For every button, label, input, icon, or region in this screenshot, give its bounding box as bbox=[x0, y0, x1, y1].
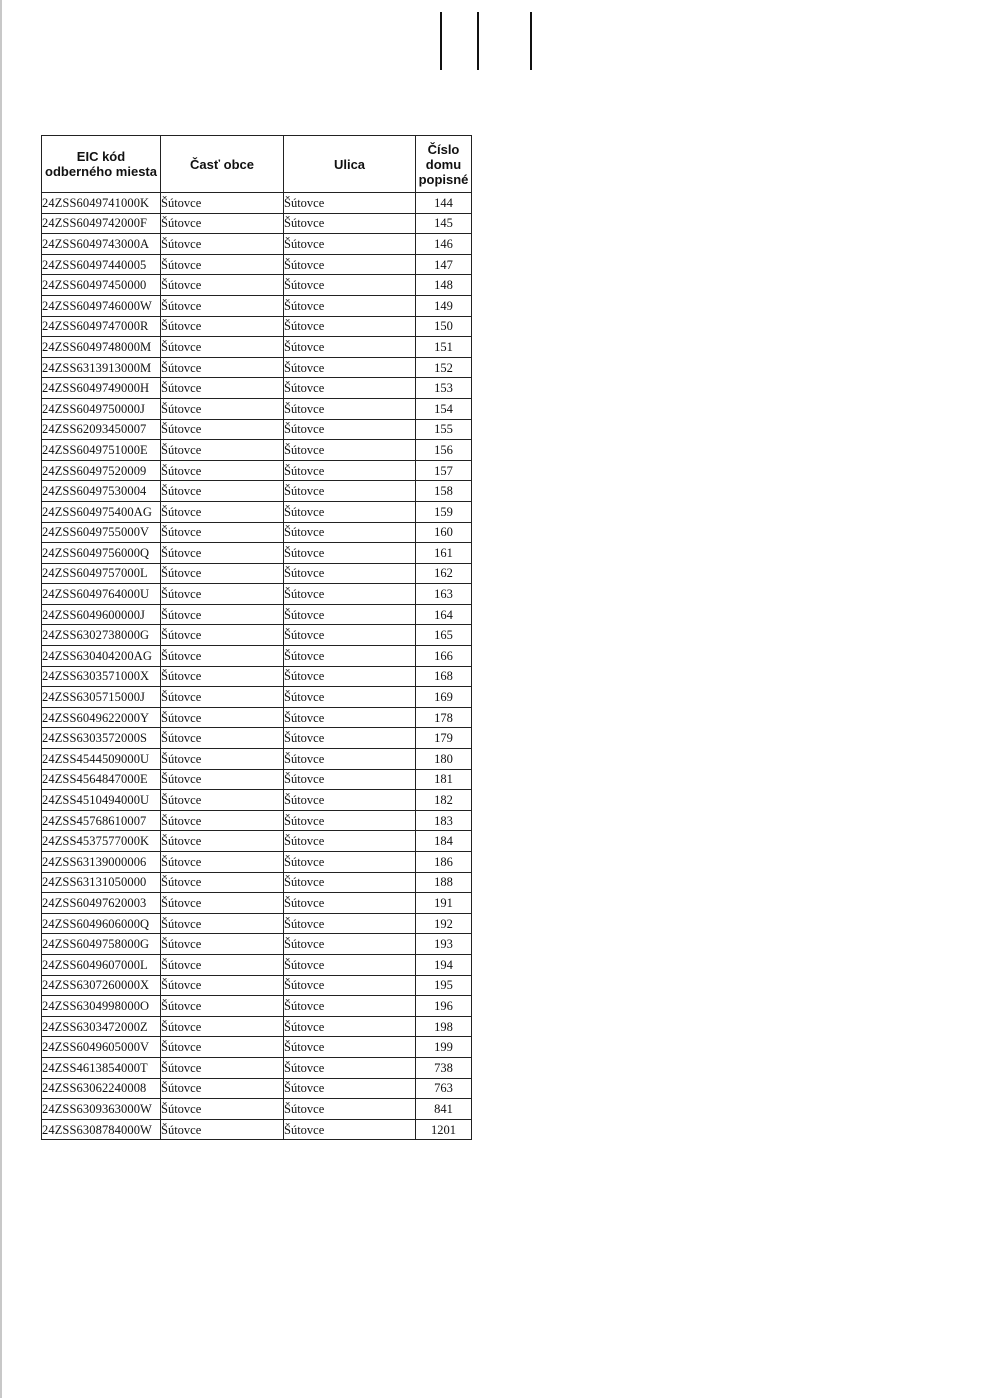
cell-cislo-domu: 182 bbox=[416, 790, 472, 811]
cell-eic-code: 24ZSS6308784000W bbox=[42, 1119, 161, 1140]
cell-cast-obce: Šútovce bbox=[161, 749, 284, 770]
cell-cast-obce: Šútovce bbox=[161, 646, 284, 667]
cell-cislo-domu: 186 bbox=[416, 852, 472, 873]
cell-ulica: Šútovce bbox=[284, 604, 416, 625]
table-row bbox=[42, 213, 472, 234]
cell-cast-obce: Šútovce bbox=[161, 1016, 284, 1037]
cell-eic-code: 24ZSS4564847000E bbox=[42, 769, 161, 790]
cell-ulica: Šútovce bbox=[284, 790, 416, 811]
cell-ulica: Šútovce bbox=[284, 749, 416, 770]
cell-ulica: Šútovce bbox=[284, 213, 416, 234]
table-row bbox=[42, 193, 472, 214]
cell-eic-code: 24ZSS6303571000X bbox=[42, 666, 161, 687]
table-row bbox=[42, 419, 472, 440]
cell-eic-code: 24ZSS6049758000G bbox=[42, 934, 161, 955]
table-row bbox=[42, 584, 472, 605]
cell-eic-code: 24ZSS6307260000X bbox=[42, 975, 161, 996]
cell-eic-code: 24ZSS4510494000U bbox=[42, 790, 161, 811]
cell-cast-obce: Šútovce bbox=[161, 1099, 284, 1120]
cell-cislo-domu: 168 bbox=[416, 666, 472, 687]
cell-cislo-domu: 145 bbox=[416, 213, 472, 234]
cell-cast-obce: Šútovce bbox=[161, 728, 284, 749]
cell-eic-code: 24ZSS63131050000 bbox=[42, 872, 161, 893]
cell-ulica: Šútovce bbox=[284, 707, 416, 728]
cell-eic-code: 24ZSS6049749000H bbox=[42, 378, 161, 399]
cell-cast-obce: Šútovce bbox=[161, 440, 284, 461]
cell-cast-obce: Šútovce bbox=[161, 584, 284, 605]
cell-ulica: Šútovce bbox=[284, 975, 416, 996]
table-row bbox=[42, 604, 472, 625]
cell-cislo-domu: 178 bbox=[416, 707, 472, 728]
table-header-row bbox=[42, 136, 472, 193]
cell-cast-obce: Šútovce bbox=[161, 831, 284, 852]
cell-eic-code: 24ZSS4544509000U bbox=[42, 749, 161, 770]
vertical-mark bbox=[477, 12, 479, 70]
cell-ulica: Šútovce bbox=[284, 543, 416, 564]
cell-eic-code: 24ZSS60497450000 bbox=[42, 275, 161, 296]
cell-cast-obce: Šútovce bbox=[161, 954, 284, 975]
cell-cislo-domu: 199 bbox=[416, 1037, 472, 1058]
cell-ulica: Šútovce bbox=[284, 275, 416, 296]
vertical-mark bbox=[530, 12, 532, 70]
cell-cast-obce: Šútovce bbox=[161, 254, 284, 275]
cell-eic-code: 24ZSS6303472000Z bbox=[42, 1016, 161, 1037]
table-row bbox=[42, 275, 472, 296]
cell-cislo-domu: 195 bbox=[416, 975, 472, 996]
cell-ulica: Šútovce bbox=[284, 193, 416, 214]
cell-eic-code: 24ZSS6049742000F bbox=[42, 213, 161, 234]
cell-ulica: Šútovce bbox=[284, 1037, 416, 1058]
cell-cast-obce: Šútovce bbox=[161, 1037, 284, 1058]
cell-cislo-domu: 194 bbox=[416, 954, 472, 975]
cell-cislo-domu: 179 bbox=[416, 728, 472, 749]
cell-cislo-domu: 161 bbox=[416, 543, 472, 564]
table-row bbox=[42, 1078, 472, 1099]
cell-cast-obce: Šútovce bbox=[161, 810, 284, 831]
cell-eic-code: 24ZSS6049622000Y bbox=[42, 707, 161, 728]
cell-eic-code: 24ZSS45768610007 bbox=[42, 810, 161, 831]
cell-cast-obce: Šútovce bbox=[161, 687, 284, 708]
cell-ulica: Šútovce bbox=[284, 563, 416, 584]
cell-eic-code: 24ZSS6049746000W bbox=[42, 295, 161, 316]
cell-ulica: Šútovce bbox=[284, 769, 416, 790]
cell-cislo-domu: 181 bbox=[416, 769, 472, 790]
table-row bbox=[42, 563, 472, 584]
cell-cast-obce: Šútovce bbox=[161, 666, 284, 687]
cell-eic-code: 24ZSS6049751000E bbox=[42, 440, 161, 461]
vertical-mark bbox=[440, 12, 442, 70]
cell-cast-obce: Šútovce bbox=[161, 501, 284, 522]
cell-cast-obce: Šútovce bbox=[161, 398, 284, 419]
cell-eic-code: 24ZSS6305715000J bbox=[42, 687, 161, 708]
cell-cast-obce: Šútovce bbox=[161, 543, 284, 564]
cell-cast-obce: Šútovce bbox=[161, 625, 284, 646]
table-row bbox=[42, 996, 472, 1017]
table-row bbox=[42, 543, 472, 564]
cell-ulica: Šútovce bbox=[284, 1016, 416, 1037]
header-cislo-domu: Číslo domu popisné bbox=[416, 136, 472, 193]
cell-ulica: Šútovce bbox=[284, 872, 416, 893]
cell-eic-code: 24ZSS60497620003 bbox=[42, 893, 161, 914]
cell-ulica: Šútovce bbox=[284, 378, 416, 399]
cell-cislo-domu: 153 bbox=[416, 378, 472, 399]
table-row bbox=[42, 254, 472, 275]
cell-cislo-domu: 841 bbox=[416, 1099, 472, 1120]
cell-eic-code: 24ZSS60497440005 bbox=[42, 254, 161, 275]
header-eic-code: EIC kód odberného miesta bbox=[42, 136, 161, 193]
page-left-edge bbox=[0, 0, 2, 1398]
cell-eic-code: 24ZSS62093450007 bbox=[42, 419, 161, 440]
cell-cast-obce: Šútovce bbox=[161, 295, 284, 316]
table-row bbox=[42, 872, 472, 893]
table-row bbox=[42, 337, 472, 358]
cell-eic-code: 24ZSS63062240008 bbox=[42, 1078, 161, 1099]
cell-cast-obce: Šútovce bbox=[161, 419, 284, 440]
table-row bbox=[42, 769, 472, 790]
cell-ulica: Šútovce bbox=[284, 357, 416, 378]
cell-cislo-domu: 188 bbox=[416, 872, 472, 893]
table-row bbox=[42, 1037, 472, 1058]
header-cast-obce: Časť obce bbox=[161, 136, 284, 193]
table-row bbox=[42, 295, 472, 316]
cell-eic-code: 24ZSS63139000006 bbox=[42, 852, 161, 873]
cell-ulica: Šútovce bbox=[284, 996, 416, 1017]
cell-cislo-domu: 151 bbox=[416, 337, 472, 358]
cell-cislo-domu: 198 bbox=[416, 1016, 472, 1037]
cell-cislo-domu: 169 bbox=[416, 687, 472, 708]
cell-eic-code: 24ZSS6049747000R bbox=[42, 316, 161, 337]
cell-cislo-domu: 146 bbox=[416, 234, 472, 255]
cell-cast-obce: Šútovce bbox=[161, 975, 284, 996]
cell-eic-code: 24ZSS6049756000Q bbox=[42, 543, 161, 564]
cell-ulica: Šútovce bbox=[284, 831, 416, 852]
cell-cislo-domu: 162 bbox=[416, 563, 472, 584]
cell-ulica: Šútovce bbox=[284, 687, 416, 708]
table-row bbox=[42, 625, 472, 646]
cell-ulica: Šútovce bbox=[284, 460, 416, 481]
table-row bbox=[42, 954, 472, 975]
table-row bbox=[42, 1057, 472, 1078]
cell-ulica: Šútovce bbox=[284, 625, 416, 646]
cell-cast-obce: Šútovce bbox=[161, 193, 284, 214]
cell-cislo-domu: 183 bbox=[416, 810, 472, 831]
cell-ulica: Šútovce bbox=[284, 254, 416, 275]
cell-eic-code: 24ZSS604975400AG bbox=[42, 501, 161, 522]
cell-cast-obce: Šútovce bbox=[161, 769, 284, 790]
cell-cast-obce: Šútovce bbox=[161, 522, 284, 543]
cell-eic-code: 24ZSS6049748000M bbox=[42, 337, 161, 358]
cell-cislo-domu: 191 bbox=[416, 893, 472, 914]
table-row bbox=[42, 357, 472, 378]
table-row bbox=[42, 460, 472, 481]
cell-eic-code: 24ZSS60497530004 bbox=[42, 481, 161, 502]
cell-eic-code: 24ZSS4613854000T bbox=[42, 1057, 161, 1078]
cell-cislo-domu: 152 bbox=[416, 357, 472, 378]
cell-cislo-domu: 154 bbox=[416, 398, 472, 419]
cell-cislo-domu: 144 bbox=[416, 193, 472, 214]
cell-cislo-domu: 150 bbox=[416, 316, 472, 337]
cell-eic-code: 24ZSS6302738000G bbox=[42, 625, 161, 646]
table-row bbox=[42, 810, 472, 831]
table-row bbox=[42, 1119, 472, 1140]
table-row bbox=[42, 913, 472, 934]
cell-ulica: Šútovce bbox=[284, 1078, 416, 1099]
cell-cast-obce: Šútovce bbox=[161, 913, 284, 934]
cell-cislo-domu: 164 bbox=[416, 604, 472, 625]
cell-ulica: Šútovce bbox=[284, 1099, 416, 1120]
cell-ulica: Šútovce bbox=[284, 728, 416, 749]
table-row bbox=[42, 666, 472, 687]
cell-ulica: Šútovce bbox=[284, 398, 416, 419]
table-row bbox=[42, 687, 472, 708]
cell-cislo-domu: 738 bbox=[416, 1057, 472, 1078]
cell-ulica: Šútovce bbox=[284, 295, 416, 316]
cell-eic-code: 24ZSS4537577000K bbox=[42, 831, 161, 852]
cell-cast-obce: Šútovce bbox=[161, 357, 284, 378]
table-row bbox=[42, 790, 472, 811]
cell-ulica: Šútovce bbox=[284, 501, 416, 522]
cell-cislo-domu: 159 bbox=[416, 501, 472, 522]
table-row bbox=[42, 831, 472, 852]
cell-ulica: Šútovce bbox=[284, 646, 416, 667]
table-body bbox=[42, 193, 472, 1140]
cell-ulica: Šútovce bbox=[284, 934, 416, 955]
cell-cislo-domu: 180 bbox=[416, 749, 472, 770]
cell-eic-code: 24ZSS6049755000V bbox=[42, 522, 161, 543]
cell-cislo-domu: 763 bbox=[416, 1078, 472, 1099]
table-row bbox=[42, 646, 472, 667]
eic-table bbox=[41, 135, 472, 1140]
cell-eic-code: 24ZSS6309363000W bbox=[42, 1099, 161, 1120]
cell-cast-obce: Šútovce bbox=[161, 563, 284, 584]
cell-cast-obce: Šútovce bbox=[161, 707, 284, 728]
table-row bbox=[42, 522, 472, 543]
cell-cislo-domu: 196 bbox=[416, 996, 472, 1017]
cell-cast-obce: Šútovce bbox=[161, 872, 284, 893]
cell-cislo-domu: 193 bbox=[416, 934, 472, 955]
cell-cast-obce: Šútovce bbox=[161, 604, 284, 625]
table-row bbox=[42, 234, 472, 255]
cell-cislo-domu: 148 bbox=[416, 275, 472, 296]
cell-cislo-domu: 163 bbox=[416, 584, 472, 605]
cell-eic-code: 24ZSS6303572000S bbox=[42, 728, 161, 749]
table-row bbox=[42, 1016, 472, 1037]
cell-cislo-domu: 147 bbox=[416, 254, 472, 275]
cell-cast-obce: Šútovce bbox=[161, 460, 284, 481]
cell-eic-code: 24ZSS6304998000O bbox=[42, 996, 161, 1017]
cell-cislo-domu: 149 bbox=[416, 295, 472, 316]
cell-cast-obce: Šútovce bbox=[161, 213, 284, 234]
cell-cast-obce: Šútovce bbox=[161, 1119, 284, 1140]
cell-eic-code: 24ZSS6049764000U bbox=[42, 584, 161, 605]
table-row bbox=[42, 728, 472, 749]
cell-cislo-domu: 165 bbox=[416, 625, 472, 646]
cell-cast-obce: Šútovce bbox=[161, 852, 284, 873]
cell-ulica: Šútovce bbox=[284, 522, 416, 543]
cell-ulica: Šútovce bbox=[284, 440, 416, 461]
table-row bbox=[42, 316, 472, 337]
cell-eic-code: 24ZSS6049600000J bbox=[42, 604, 161, 625]
table-row bbox=[42, 481, 472, 502]
cell-cast-obce: Šútovce bbox=[161, 316, 284, 337]
cell-cast-obce: Šútovce bbox=[161, 337, 284, 358]
cell-eic-code: 24ZSS630404200AG bbox=[42, 646, 161, 667]
table-row bbox=[42, 378, 472, 399]
cell-ulica: Šútovce bbox=[284, 234, 416, 255]
table-row bbox=[42, 934, 472, 955]
table-row bbox=[42, 893, 472, 914]
table-row bbox=[42, 749, 472, 770]
cell-cast-obce: Šútovce bbox=[161, 378, 284, 399]
header-ulica: Ulica bbox=[284, 136, 416, 193]
table-row bbox=[42, 398, 472, 419]
cell-cast-obce: Šútovce bbox=[161, 996, 284, 1017]
table-row bbox=[42, 852, 472, 873]
cell-cast-obce: Šútovce bbox=[161, 234, 284, 255]
cell-cislo-domu: 155 bbox=[416, 419, 472, 440]
table-row bbox=[42, 440, 472, 461]
table-row bbox=[42, 501, 472, 522]
cell-ulica: Šútovce bbox=[284, 852, 416, 873]
cell-cislo-domu: 166 bbox=[416, 646, 472, 667]
cell-ulica: Šútovce bbox=[284, 954, 416, 975]
cell-eic-code: 24ZSS6049605000V bbox=[42, 1037, 161, 1058]
table-row bbox=[42, 975, 472, 996]
cell-ulica: Šútovce bbox=[284, 481, 416, 502]
cell-ulica: Šútovce bbox=[284, 584, 416, 605]
cell-cislo-domu: 1201 bbox=[416, 1119, 472, 1140]
cell-eic-code: 24ZSS6313913000M bbox=[42, 357, 161, 378]
cell-ulica: Šútovce bbox=[284, 810, 416, 831]
cell-cislo-domu: 157 bbox=[416, 460, 472, 481]
cell-ulica: Šútovce bbox=[284, 337, 416, 358]
cell-eic-code: 24ZSS6049607000L bbox=[42, 954, 161, 975]
cell-cast-obce: Šútovce bbox=[161, 275, 284, 296]
cell-cislo-domu: 192 bbox=[416, 913, 472, 934]
table-row bbox=[42, 707, 472, 728]
cell-cast-obce: Šútovce bbox=[161, 481, 284, 502]
cell-ulica: Šútovce bbox=[284, 666, 416, 687]
cell-cislo-domu: 184 bbox=[416, 831, 472, 852]
cell-ulica: Šútovce bbox=[284, 1119, 416, 1140]
cell-cast-obce: Šútovce bbox=[161, 893, 284, 914]
cell-eic-code: 24ZSS6049606000Q bbox=[42, 913, 161, 934]
cell-cast-obce: Šútovce bbox=[161, 934, 284, 955]
cell-cast-obce: Šútovce bbox=[161, 1057, 284, 1078]
cell-cast-obce: Šútovce bbox=[161, 790, 284, 811]
cell-eic-code: 24ZSS6049741000K bbox=[42, 193, 161, 214]
table-row bbox=[42, 1099, 472, 1120]
cell-cislo-domu: 156 bbox=[416, 440, 472, 461]
cell-cast-obce: Šútovce bbox=[161, 1078, 284, 1099]
cell-ulica: Šútovce bbox=[284, 913, 416, 934]
cell-ulica: Šútovce bbox=[284, 419, 416, 440]
cell-eic-code: 24ZSS6049743000A bbox=[42, 234, 161, 255]
cell-ulica: Šútovce bbox=[284, 316, 416, 337]
cell-cislo-domu: 158 bbox=[416, 481, 472, 502]
cell-eic-code: 24ZSS60497520009 bbox=[42, 460, 161, 481]
cell-ulica: Šútovce bbox=[284, 893, 416, 914]
cell-ulica: Šútovce bbox=[284, 1057, 416, 1078]
cell-eic-code: 24ZSS6049757000L bbox=[42, 563, 161, 584]
cell-cislo-domu: 160 bbox=[416, 522, 472, 543]
cell-eic-code: 24ZSS6049750000J bbox=[42, 398, 161, 419]
